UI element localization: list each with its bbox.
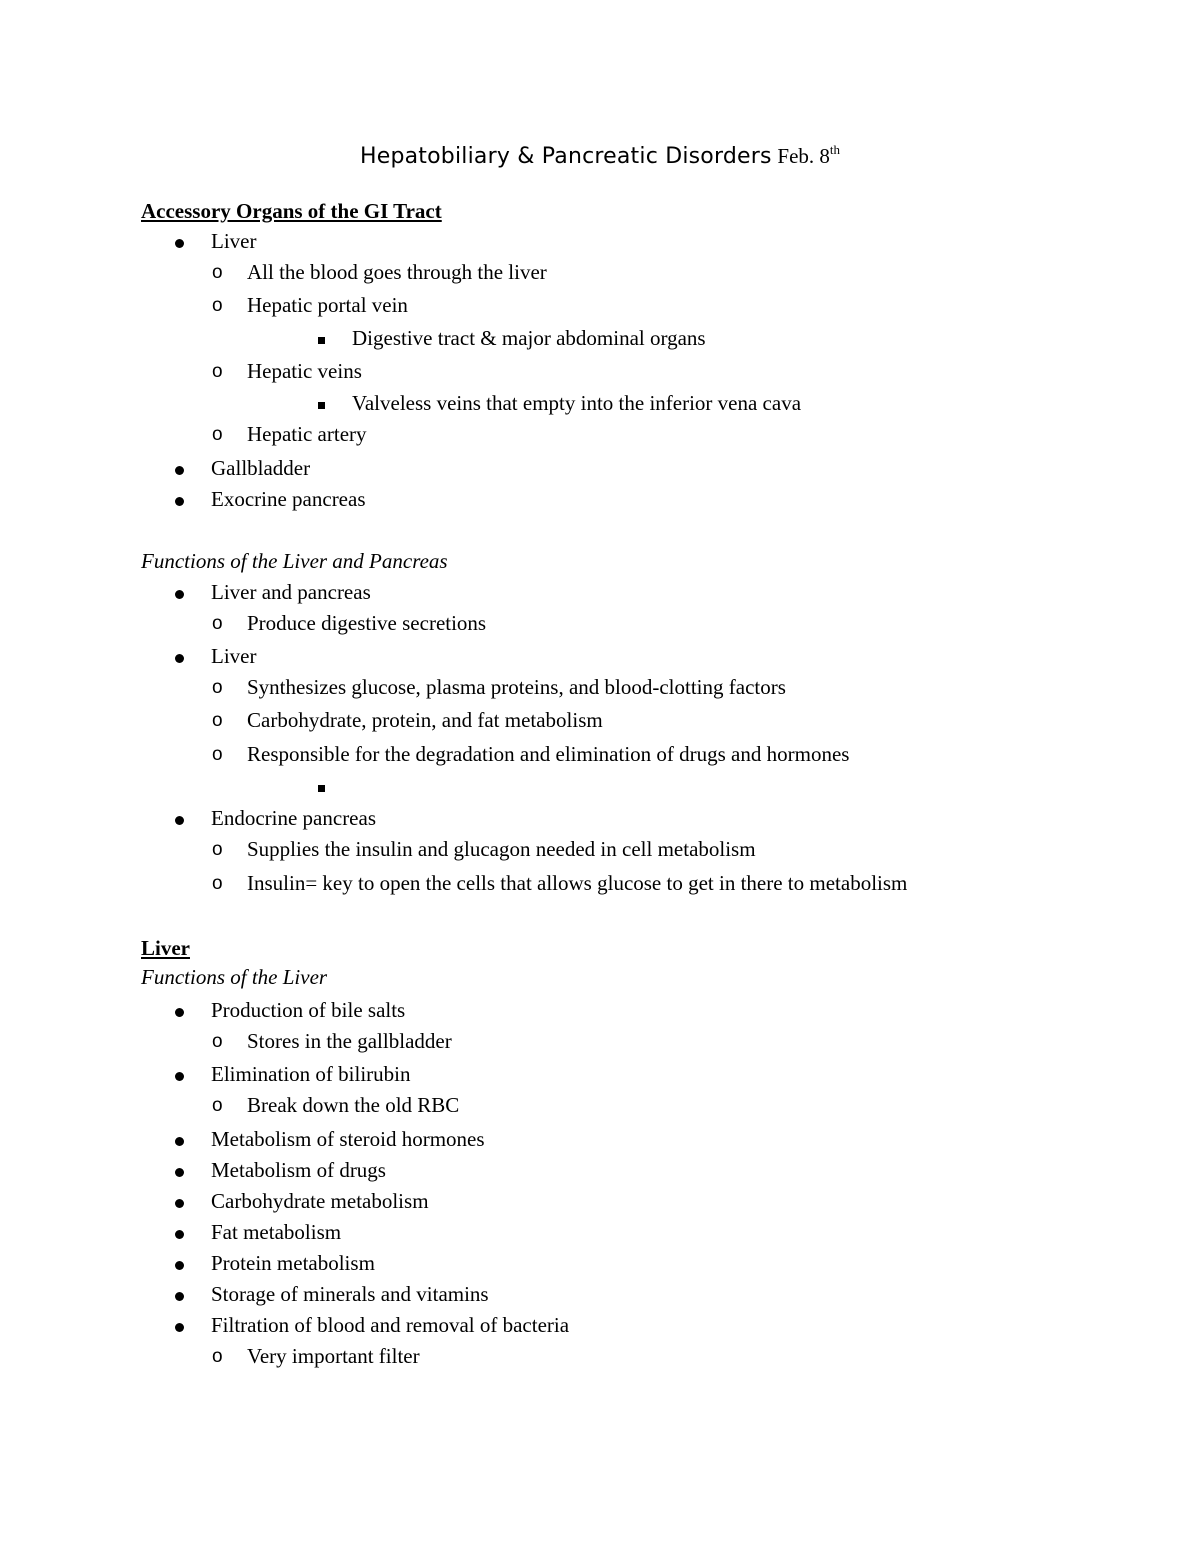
list-item: Gallbladder <box>211 456 311 480</box>
sub-bullet-marker: o <box>212 677 223 698</box>
section-heading-accessory: Accessory Organs of the GI Tract <box>141 199 442 223</box>
list-item: Carbohydrate metabolism <box>211 1189 429 1213</box>
list-item: Stores in the gallbladder <box>247 1029 452 1053</box>
bullet-marker <box>175 641 184 671</box>
list-item: Very important filter <box>247 1344 420 1368</box>
section-heading-liver: Liver <box>141 936 190 960</box>
list-item: Responsible for the degradation and elimination of drugs and hormones <box>247 742 850 766</box>
bullet-marker <box>175 1124 184 1154</box>
list-item: Break down the old RBC <box>247 1093 460 1117</box>
sub-bullet-marker: o <box>212 613 223 634</box>
bullet-marker <box>175 1248 184 1278</box>
section-subheading-liver: Functions of the Liver <box>141 965 328 989</box>
list-item: All the blood goes through the liver <box>247 260 547 284</box>
square-bullet-marker <box>318 388 325 418</box>
list-item: Exocrine pancreas <box>211 487 366 511</box>
bullet-marker <box>175 1310 184 1340</box>
sub-bullet-marker: o <box>212 1346 223 1367</box>
bullet-marker <box>175 226 184 256</box>
bullet-marker <box>175 1155 184 1185</box>
list-item: Storage of minerals and vitamins <box>211 1282 489 1306</box>
list-item: Produce digestive secretions <box>247 611 487 635</box>
list-item: Metabolism of drugs <box>211 1158 386 1182</box>
list-item: Carbohydrate, protein, and fat metabolism <box>247 708 603 732</box>
list-item: Hepatic veins <box>247 359 362 383</box>
title-main: Hepatobiliary & Pancreatic Disorders <box>359 144 772 169</box>
bullet-marker <box>175 577 184 607</box>
title-date: Feb. 8 <box>777 144 830 168</box>
list-item: Filtration of blood and removal of bacteria <box>211 1313 570 1337</box>
square-bullet-marker <box>318 771 325 801</box>
page-title <box>0 140 1200 173</box>
list-item: Production of bile salts <box>211 998 406 1022</box>
list-item: Liver <box>211 644 257 668</box>
bullet-marker <box>175 484 184 514</box>
sub-bullet-marker: o <box>212 262 223 283</box>
section-subheading-functions: Functions of the Liver and Pancreas <box>141 549 448 573</box>
sub-bullet-marker: o <box>212 839 223 860</box>
sub-bullet-marker: o <box>212 873 223 894</box>
sub-bullet-marker: o <box>212 744 223 765</box>
bullet-marker <box>175 453 184 483</box>
bullet-marker <box>175 1186 184 1216</box>
bullet-marker <box>175 995 184 1025</box>
sub-bullet-marker: o <box>212 295 223 316</box>
square-bullet-marker <box>318 323 325 353</box>
list-item: Liver <box>211 229 257 253</box>
bullet-marker <box>175 1279 184 1309</box>
list-item: Supplies the insulin and glucagon needed in cell metabolism <box>247 837 756 861</box>
sub-bullet-marker: o <box>212 424 223 445</box>
list-item: Protein metabolism <box>211 1251 375 1275</box>
bullet-marker <box>175 803 184 833</box>
list-item: Metabolism of steroid hormones <box>211 1127 485 1151</box>
list-item: Digestive tract & major abdominal organs <box>352 326 706 350</box>
sub-bullet-marker: o <box>212 1095 223 1116</box>
list-item: Elimination of bilirubin <box>211 1062 411 1086</box>
list-item: Hepatic portal vein <box>247 293 408 317</box>
list-item: Endocrine pancreas <box>211 806 376 830</box>
sub-bullet-marker: o <box>212 710 223 731</box>
list-item: Hepatic artery <box>247 422 367 446</box>
list-item: Liver and pancreas <box>211 580 371 604</box>
bullet-marker <box>175 1059 184 1089</box>
sub-bullet-marker: o <box>212 361 223 382</box>
bullet-marker <box>175 1217 184 1247</box>
list-item: Fat metabolism <box>211 1220 342 1244</box>
list-item: Synthesizes glucose, plasma proteins, and blood-clotting factors <box>247 675 786 699</box>
title-date-suffix: th <box>829 142 841 157</box>
sub-bullet-marker: o <box>212 1031 223 1052</box>
list-item: Valveless veins that empty into the inferior vena cava <box>352 391 802 415</box>
list-item: Insulin= key to open the cells that allows glucose to get in there to metabolism <box>247 871 908 895</box>
